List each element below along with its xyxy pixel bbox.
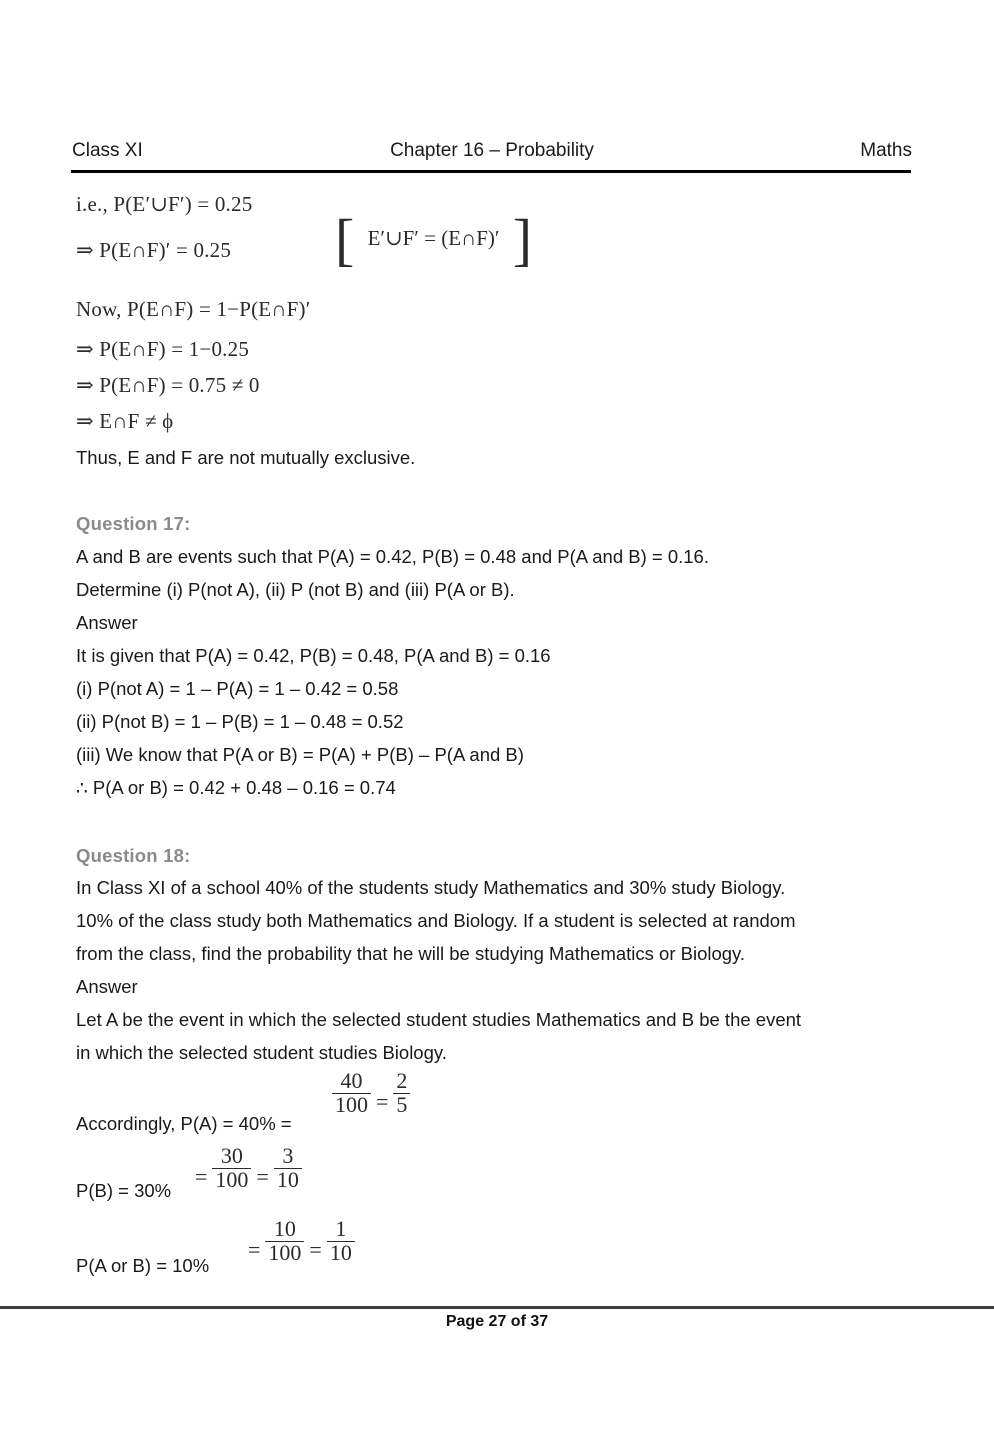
math-bracket-note: [ E′∪F′ = (E∩F)′ ]	[335, 207, 533, 272]
math-line-4: ⇒ P(E∩F) = 1−0.25	[76, 337, 250, 361]
question-18-statement-line-1: In Class XI of a school 40% of the students study Mathematics and 30% study Biology.	[76, 877, 786, 898]
paorb-equals-sign: =	[309, 1236, 322, 1262]
math-line-2: ⇒ P(E∩F)′ = 0.25	[76, 238, 232, 262]
math-bracket-expression: E′∪F′ = (E∩F)′	[367, 226, 500, 250]
math-line-6: ⇒ E∩F ≠ ϕ	[76, 409, 174, 433]
pb-fraction-three-tenths	[274, 1145, 302, 1192]
question-18-statement-line-3: from the class, find the probability that he will be studying Mathematics or Biology.	[76, 943, 746, 964]
header-divider	[71, 170, 911, 173]
question-18-answer-line-2: in which the selected student studies Biology.	[76, 1042, 447, 1063]
conclusion-text: Thus, E and F are not mutually exclusive.	[76, 447, 416, 468]
question-18-statement-line-2: 10% of the class study both Mathematics and Biology. If a student is selected at random	[76, 910, 796, 931]
pa-frac2-denominator: 5	[393, 1093, 410, 1117]
pb-frac2-denominator: 10	[274, 1168, 302, 1192]
pb-fraction-thirty-over-hundred	[212, 1145, 251, 1192]
header-class-label: Class XI	[72, 140, 143, 161]
question-17-answer-line-3: (ii) P(not B) = 1 – P(B) = 1 – 0.48 = 0.52	[76, 711, 404, 732]
question-18-answer-line-1: Let A be the event in which the selected student studies Mathematics and B be the event	[76, 1009, 802, 1030]
pb-frac1-denominator: 100	[212, 1168, 251, 1192]
pb-frac1-numerator: 30	[220, 1143, 243, 1168]
pb-label: P(B) = 30%	[76, 1180, 172, 1201]
pb-frac2-numerator: 3	[282, 1143, 294, 1168]
question-17-answer-line-5: ∴ P(A or B) = 0.42 + 0.48 – 0.16 = 0.74	[76, 777, 396, 798]
pb-leading-equals-sign: =	[195, 1163, 208, 1189]
question-17-heading: Question 17:	[76, 513, 191, 534]
paorb-fraction-expression	[243, 1218, 355, 1265]
pa-equals-sign: =	[376, 1088, 389, 1114]
pb-equals-sign: =	[256, 1163, 269, 1189]
paorb-frac1-denominator: 100	[265, 1241, 304, 1265]
question-17-answer-line-1: It is given that P(A) = 0.42, P(B) = 0.48, P(A and B) = 0.16	[76, 645, 551, 666]
math-line-3: Now, P(E∩F) = 1−P(E∩F)′	[76, 297, 311, 321]
question-18-heading: Question 18:	[76, 845, 191, 866]
pa-fraction-two-fifths	[393, 1070, 410, 1117]
math-line-1: i.e., P(E′∪F′) = 0.25	[76, 192, 253, 216]
paorb-fraction-ten-over-hundred	[265, 1218, 304, 1265]
question-17-statement-line-2: Determine (i) P(not A), (ii) P (not B) and (iii) P(A or B).	[76, 579, 515, 600]
paorb-fraction-one-tenth	[327, 1218, 355, 1265]
pa-frac1-numerator: 40	[340, 1068, 363, 1093]
math-line-5: ⇒ P(E∩F) = 0.75 ≠ 0	[76, 373, 260, 397]
paorb-frac2-numerator: 1	[335, 1216, 347, 1241]
question-17-statement-line-1: A and B are events such that P(A) = 0.42, P(B) = 0.48 and P(A and B) = 0.16.	[76, 546, 709, 567]
paorb-frac1-numerator: 10	[273, 1216, 296, 1241]
question-18-answer-label: Answer	[76, 976, 138, 997]
question-17-answer-line-4: (iii) We know that P(A or B) = P(A) + P(B) – P(A and B)	[76, 744, 524, 765]
header-chapter-title: Chapter 16 – Probability	[390, 140, 594, 161]
question-17-answer-label: Answer	[76, 612, 138, 633]
page-header	[72, 140, 912, 162]
pa-fraction-forty-over-hundred	[332, 1070, 371, 1117]
pa-label: Accordingly, P(A) = 40% =	[76, 1113, 292, 1134]
paorb-frac2-denominator: 10	[327, 1241, 355, 1265]
header-subject-label: Maths	[860, 140, 912, 161]
footer-divider	[0, 1306, 994, 1309]
page-number-label: Page 27 of 37	[445, 1313, 549, 1330]
pa-fraction-expression	[332, 1070, 410, 1117]
pa-frac1-denominator: 100	[332, 1093, 371, 1117]
pb-fraction-expression	[190, 1145, 302, 1192]
pa-frac2-numerator: 2	[396, 1068, 408, 1093]
paorb-label: P(A or B) = 10%	[76, 1255, 210, 1276]
question-17-answer-line-2: (i) P(not A) = 1 – P(A) = 1 – 0.42 = 0.58	[76, 678, 399, 699]
paorb-leading-equals-sign: =	[248, 1236, 261, 1262]
